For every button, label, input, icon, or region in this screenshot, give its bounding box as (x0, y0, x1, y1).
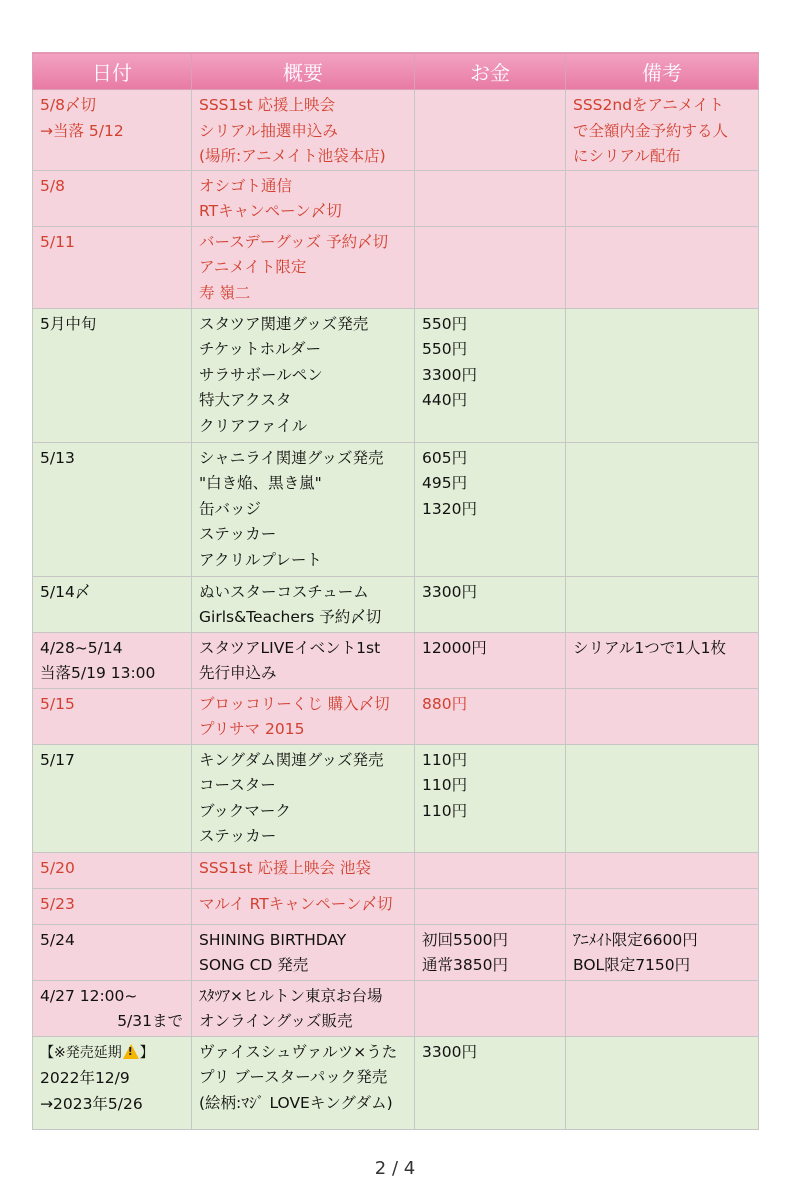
summary-cell (192, 90, 415, 171)
cell-line: スタツアLIVEイベント1st (199, 638, 381, 657)
cell-line: にシリアル配布 (573, 147, 681, 165)
date-cell (33, 980, 192, 1036)
notes-cell (566, 1036, 759, 1129)
date-cell (33, 442, 192, 576)
cell-line (40, 1040, 191, 1067)
summary-cell (192, 442, 415, 576)
cell-line: 12000円 (422, 638, 487, 657)
notes-cell (566, 980, 759, 1036)
cell-line: (場所:アニメイト池袋本店) (199, 147, 386, 165)
cell-line: 5/8 (40, 176, 65, 195)
cell-line: ステッカー (199, 525, 277, 543)
notes-cell (566, 226, 759, 308)
cell-line: 110円 (422, 801, 468, 820)
table-row (33, 888, 759, 924)
date-cell (33, 226, 192, 308)
cell-line: プリサマ 2015 (199, 720, 305, 738)
cell-line: ブロッコリーくじ 購入〆切 (199, 694, 390, 713)
cell-line: 通常3850円 (422, 956, 508, 974)
notes-cell (566, 442, 759, 576)
schedule-table (32, 52, 759, 1130)
cell-line: 495円 (422, 474, 468, 492)
cell-line: →当落 5/12 (40, 121, 124, 140)
summary-cell (192, 852, 415, 888)
cell-line: 缶バッジ (199, 499, 262, 518)
cell-line: ｽﾀﾂｱ×ヒルトン東京お台場 (199, 986, 383, 1005)
cell-line: スタツア関連グッズ発売 (199, 314, 369, 333)
cell-line: 初回5500円 (422, 930, 508, 949)
cell-line: SSS1st 応援上映会 池袋 (199, 858, 371, 877)
date-cell (33, 1036, 192, 1129)
date-cell (33, 576, 192, 632)
notes-cell (566, 170, 759, 226)
table-body (33, 90, 759, 1130)
cell-line: 880円 (422, 694, 468, 713)
price-cell (415, 852, 566, 888)
table-row (33, 576, 759, 632)
price-cell (415, 744, 566, 852)
cell-line: サラサボールペン (199, 365, 323, 384)
notes-cell (566, 632, 759, 688)
cell-line: 寿 嶺二 (199, 283, 251, 302)
summary-cell (192, 226, 415, 308)
cell-line: 440円 (422, 391, 468, 409)
table-row (33, 632, 759, 688)
cell-line: 3300円 (422, 1042, 477, 1061)
cell-line: 5/17 (40, 750, 75, 769)
cell-line: コースター (199, 776, 276, 794)
cell-line: 5/11 (40, 232, 75, 251)
cell-line: 1320円 (422, 499, 477, 518)
price-cell (415, 442, 566, 576)
date-cell (33, 308, 192, 442)
date-cell (33, 888, 192, 924)
cell-line: アクリルプレート (199, 550, 322, 569)
price-cell (415, 632, 566, 688)
cell-line: オンライングッズ販売 (199, 1012, 353, 1030)
price-cell (415, 1036, 566, 1129)
notes-cell (566, 688, 759, 744)
cell-line: (絵柄:ﾏｼﾞ LOVEキングダム) (199, 1093, 393, 1112)
cell-line: 5/13 (40, 448, 75, 467)
date-cell (33, 852, 192, 888)
cell-line: 550円 (422, 340, 468, 358)
notes-cell (566, 744, 759, 852)
cell-line: BOL限定7150円 (573, 956, 691, 974)
notes-cell (566, 90, 759, 171)
cell-line: アニメイト限定 (199, 258, 307, 276)
cell-line: 605円 (422, 448, 468, 467)
date-cell (33, 744, 192, 852)
cell-line: 550円 (422, 314, 468, 333)
cell-line: SONG CD 発売 (199, 956, 309, 974)
cell-line: キングダム関連グッズ発売 (199, 750, 384, 769)
price-cell (415, 980, 566, 1036)
table-row (33, 744, 759, 852)
cell-line: チケットホルダー (199, 340, 321, 358)
cell-line: 110円 (422, 750, 468, 769)
cell-line: シリアル抽選申込み (199, 121, 338, 140)
date-cell (33, 170, 192, 226)
cell-line: 5/15 (40, 694, 75, 713)
date-cell (33, 90, 192, 171)
cell-line: 110円 (422, 776, 468, 794)
table-row (33, 980, 759, 1036)
price-cell (415, 90, 566, 171)
header-date: 日付 (33, 53, 192, 90)
summary-cell (192, 632, 415, 688)
table-row (33, 924, 759, 980)
cell-line: RTキャンペーン〆切 (199, 202, 342, 220)
cell-line: "白き焔、黒き嵐" (199, 474, 322, 492)
summary-cell (192, 170, 415, 226)
price-cell (415, 170, 566, 226)
cell-line: ステッカー (199, 827, 277, 845)
date-cell (33, 924, 192, 980)
price-cell (415, 576, 566, 632)
summary-cell (192, 1036, 415, 1129)
cell-text: 【※発売延期 (40, 1044, 122, 1061)
cell-line: 2022年12/9 (40, 1069, 130, 1087)
cell-line: Girls&Teachers 予約〆切 (199, 608, 382, 626)
cell-line: ヴァイスシュヴァルツ×うた (199, 1042, 398, 1061)
cell-line: 4/28~5/14 (40, 638, 123, 657)
cell-line: SSS2ndをアニメイト (573, 96, 724, 114)
price-cell (415, 888, 566, 924)
notes-cell (566, 924, 759, 980)
cell-line: 5/24 (40, 930, 75, 949)
cell-line: シャニライ関連グッズ発売 (199, 448, 384, 467)
cell-line: 5/20 (40, 858, 75, 877)
cell-line: 5/8〆切 (40, 96, 96, 114)
price-cell (415, 308, 566, 442)
header-notes: 備考 (566, 53, 759, 90)
table-row (33, 170, 759, 226)
cell-line: 先行申込み (199, 664, 277, 682)
notes-cell (566, 576, 759, 632)
table-row (33, 688, 759, 744)
table-row (33, 90, 759, 171)
cell-line: 当落5/19 13:00 (40, 664, 156, 682)
date-cell (33, 688, 192, 744)
summary-cell (192, 744, 415, 852)
cell-line: ぬいスターコスチューム (199, 582, 369, 601)
warning-icon (123, 1044, 139, 1059)
table-row (33, 226, 759, 308)
cell-line: クリアファイル (199, 416, 308, 435)
price-cell (415, 924, 566, 980)
cell-line: 3300円 (422, 365, 477, 384)
cell-line: 5/14〆 (40, 582, 91, 601)
cell-line: プリ ブースターパック発売 (199, 1068, 388, 1086)
cell-line: SSS1st 応援上映会 (199, 96, 335, 114)
cell-line: 5/23 (40, 894, 75, 913)
date-cell (33, 632, 192, 688)
cell-line: 5月中旬 (40, 314, 97, 333)
summary-cell (192, 980, 415, 1036)
summary-cell (192, 924, 415, 980)
cell-line: 特大アクスタ (199, 391, 292, 409)
price-cell (415, 226, 566, 308)
table-row (33, 1036, 759, 1129)
cell-line: 3300円 (422, 582, 477, 601)
table-header (33, 53, 759, 90)
price-cell (415, 688, 566, 744)
summary-cell (192, 688, 415, 744)
notes-cell (566, 888, 759, 924)
cell-line: バースデーグッズ 予約〆切 (199, 232, 389, 251)
notes-cell (566, 852, 759, 888)
cell-line: シリアル1つで1人1枚 (573, 638, 726, 657)
page-indicator: 2 / 4 (374, 1158, 416, 1179)
cell-line: マルイ RTキャンペーン〆切 (199, 894, 393, 913)
summary-cell (192, 576, 415, 632)
cell-line: 4/27 12:00~ (40, 986, 138, 1005)
cell-line: オシゴト通信 (199, 176, 293, 195)
summary-cell (192, 308, 415, 442)
cell-line: で全額内金予約する人 (573, 121, 729, 140)
cell-line: ブックマーク (199, 801, 291, 820)
cell-line: 5/31まで (117, 1012, 183, 1030)
header-summary: 概要 (192, 53, 415, 90)
table-row (33, 308, 759, 442)
cell-line: →2023年5/26 (40, 1094, 143, 1113)
notes-cell (566, 308, 759, 442)
header-price: お金 (415, 53, 566, 90)
table-row (33, 852, 759, 888)
table-row (33, 442, 759, 576)
cell-line: SHINING BIRTHDAY (199, 930, 347, 949)
cell-text: 】 (139, 1044, 154, 1061)
summary-cell (192, 888, 415, 924)
cell-line: ｱﾆﾒｲﾄ限定6600円 (573, 930, 698, 949)
